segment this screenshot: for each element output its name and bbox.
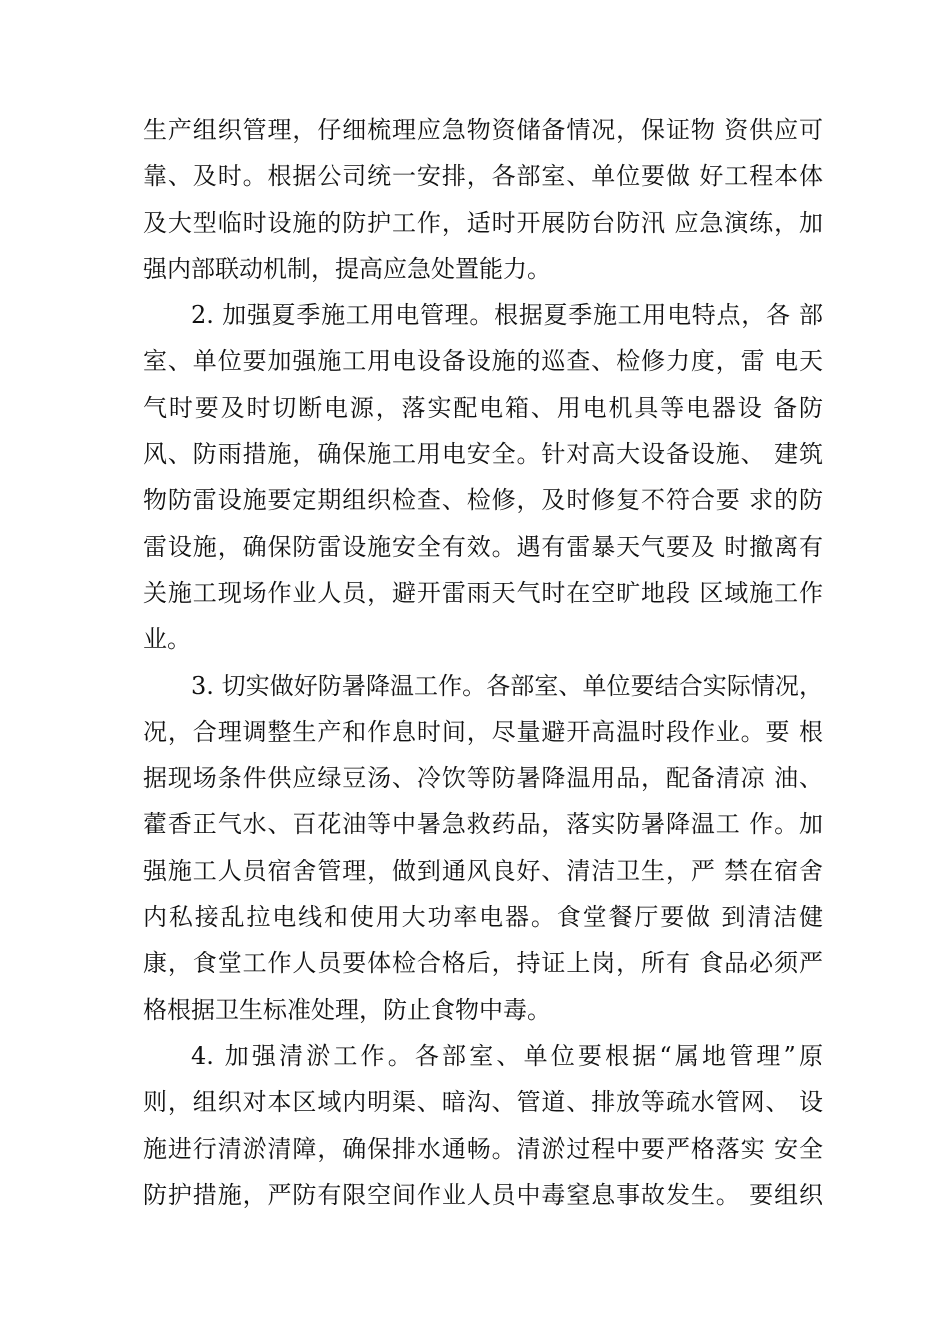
text-line: 强施工人员宿舍管理，做到通风良好、清洁卫生，严 禁在宿舍: [143, 856, 823, 885]
text-line: 3. 切实做好防暑降温工作。各部室、单位要结合实际情况，: [191, 671, 823, 700]
text-line: 生产组织管理，仔细梳理应急物资储备情况，保证物 资供应可: [143, 116, 823, 144]
text-line: 风、防雨措施，确保施工用电安全。针对高大设备设施、 建筑: [143, 440, 823, 469]
text-line: 4. 加强清淤工作。各部室、单位要根据“属地管理”原: [191, 1041, 823, 1070]
text-line: 施进行清淤清障，确保排水通畅。清淤过程中要严格落实 安全: [143, 1134, 823, 1163]
text-line: 雷设施，确保防雷设施安全有效。遇有雷暴天气要及 时撤离有: [143, 532, 823, 561]
text-line: 康，食堂工作人员要体检合格后，持证上岗，所有 食品必须严: [143, 949, 823, 978]
text-line: 关施工现场作业人员，避开雷雨天气时在空旷地段 区域施工作: [143, 578, 823, 607]
text-line: 及大型临时设施的防护工作，适时开展防台防汛 应急演练，加: [143, 208, 823, 237]
text-line: 气时要及时切断电源，落实配电箱、用电机具等电器设 备防: [143, 393, 823, 422]
text-line: 业。: [143, 625, 191, 654]
text-line: 则，组织对本区域内明渠、暗沟、管道、排放等疏水管网、 设: [143, 1088, 823, 1117]
text-line: 室、单位要加强施工用电设备设施的巡查、检修力度，雷 电天: [143, 347, 823, 376]
text-line: 靠、及时。根据公司统一安排，各部室、单位要做 好工程本体: [143, 162, 823, 191]
text-line: 内私接乱拉电线和使用大功率电器。食堂餐厅要做 到清洁健: [143, 903, 823, 932]
document-body: [143, 107, 823, 1218]
text-line: 防护措施，严防有限空间作业人员中毒窒息事故发生。 要组织: [143, 1180, 823, 1209]
text-line: 藿香正气水、百花油等中暑急救药品，落实防暑降温工 作。加: [143, 810, 823, 839]
text-line: 况，合理调整生产和作息时间，尽量避开高温时段作业。要 根: [143, 717, 823, 746]
text-line: 物防雷设施要定期组织检查、检修，及时修复不符合要 求的防: [143, 486, 823, 515]
text-line: 格根据卫生标准处理，防止食物中毒。: [143, 995, 551, 1024]
text-line: 据现场条件供应绿豆汤、冷饮等防暑降温用品，配备清凉 油、: [143, 764, 823, 793]
text-line: 强内部联动机制，提高应急处置能力。: [143, 254, 551, 283]
text-line: 2. 加强夏季施工用电管理。根据夏季施工用电特点，各 部: [191, 301, 823, 330]
